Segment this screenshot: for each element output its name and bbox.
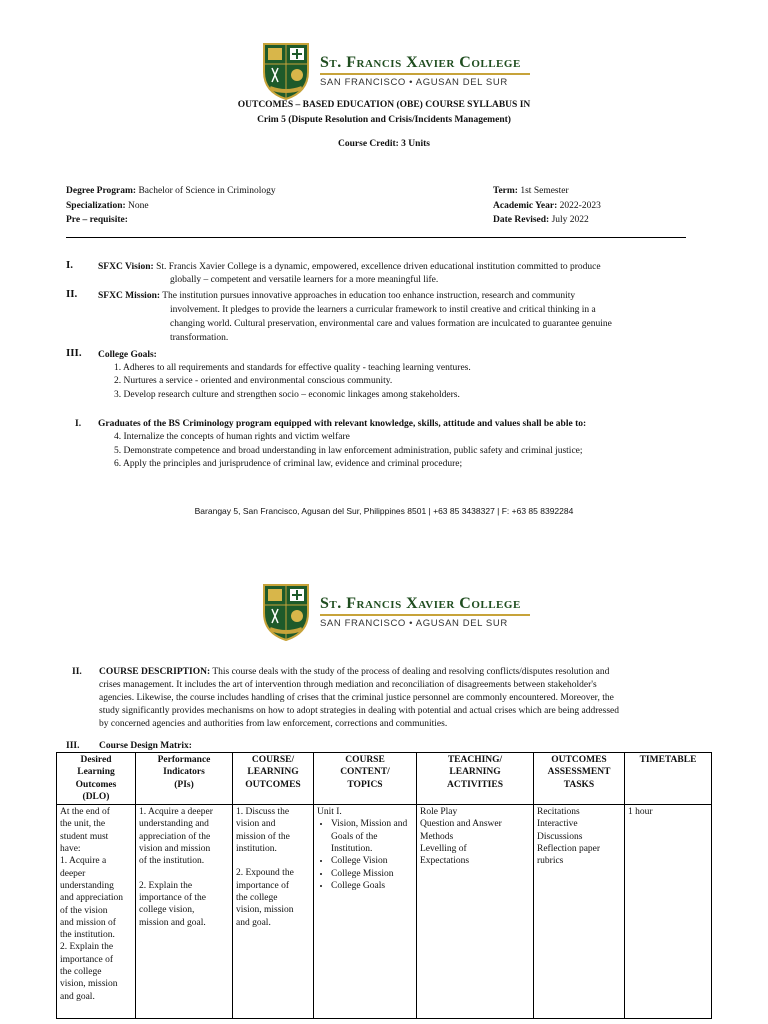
spec-value: None: [125, 201, 149, 211]
cell-line: and goal.: [60, 991, 95, 1002]
header-text: ASSESSMENT: [547, 767, 611, 778]
cell-timetable: [625, 805, 712, 1019]
header-text: Performance: [157, 755, 211, 765]
cell-line: of the institution.: [139, 856, 205, 867]
header-text: ACTIVITIES: [447, 779, 503, 790]
college-header-page2: [262, 583, 530, 641]
term-value: 1st Semester: [517, 186, 569, 196]
description-line5: by concerned agencies and authorities from law enforcement, corrections and communities.: [99, 719, 448, 729]
college-name: St. Francis Xavier College: [320, 595, 521, 612]
cell-line: institution.: [236, 844, 277, 855]
college-header: [262, 42, 530, 100]
date-revised: [493, 214, 589, 227]
matrix-header-row: [57, 753, 712, 805]
info-divider: [66, 237, 686, 238]
goal-item-1: 1. Adheres to all requirements and standards for effective quality - teaching learning ventures.: [114, 363, 471, 373]
college-location: SAN FRANCISCO • AGUSAN DEL SUR: [320, 618, 508, 629]
degree-value: Bachelor of Science in Criminology: [136, 186, 276, 196]
header-text: LEARNING: [449, 767, 501, 778]
header-text: TASKS: [563, 779, 595, 790]
mission-text1: The institution pursues innovative approaches in education too enhance instruction, research and community: [160, 291, 576, 301]
outcome-item-6: 6. Apply the principles and jurisprudence of criminal law, evidence and criminal procedure;: [114, 459, 463, 469]
cell-line: the college: [60, 967, 102, 978]
outcome-item-4: 4. Internalize the concepts of human rights and victim welfare: [114, 432, 350, 442]
cell-line: Role Play: [420, 807, 458, 818]
mission-line1: [98, 290, 698, 303]
cell-line: deeper: [60, 868, 86, 879]
cell-spacer: [139, 868, 229, 880]
cell-line: mission of the: [236, 831, 290, 842]
cell-line: of the vision: [60, 905, 108, 916]
term-label: Term:: [493, 186, 518, 196]
cell-line: the institution.: [60, 930, 115, 941]
cell-spacer: [236, 855, 310, 867]
cell-line: Discussions: [537, 831, 583, 842]
footer-address: Barangay 5, San Francisco, Agusan del Sur, Philippines 8501 | +63 85 3438327 | F: +63 85 8392284: [194, 506, 574, 516]
matrix-number: III.: [66, 741, 80, 751]
vision-text1: St. Francis Xavier College is a dynamic, empowered, excellence driven educational institution committed to produce: [153, 262, 601, 272]
cell-line: 2. Expound the: [236, 868, 294, 879]
goals-number: III.: [66, 347, 82, 359]
course-design-matrix: [56, 752, 712, 1019]
header-text: OUTCOMES: [551, 755, 607, 765]
degree-program: [66, 185, 276, 198]
year-label: Academic Year:: [493, 201, 558, 211]
syllabus-title-line2: Crim 5 (Dispute Resolution and Crisis/Incidents Management): [257, 115, 511, 125]
cell-line: 1. Acquire a: [60, 856, 107, 867]
cell-pi: [136, 805, 233, 1019]
list-item: • College Vision: [331, 855, 413, 867]
cell-line: importance of: [236, 880, 290, 891]
header-text: COURSE/: [251, 755, 295, 765]
header-pi: [136, 753, 233, 805]
goal-item-3: 3. Develop research culture and strengthen socio – economic linkages among stakeholders.: [114, 390, 460, 400]
cell-line: mission and goal.: [139, 917, 206, 928]
description-line1: [99, 666, 609, 679]
header-text: TEACHING/: [447, 755, 503, 765]
header-clo: [233, 753, 314, 805]
cell-line: understanding and: [139, 819, 209, 830]
cell-line: the college: [236, 892, 278, 903]
college-location: SAN FRANCISCO • AGUSAN DEL SUR: [320, 77, 508, 88]
cell-line: Interactive: [537, 819, 578, 830]
cell-assessment: [534, 805, 625, 1019]
cell-line: 1. Acquire a deeper: [139, 807, 213, 818]
header-divider: [320, 73, 530, 75]
cell-line: At the end of: [60, 807, 110, 818]
vision-label: SFXC Vision:: [98, 262, 154, 272]
outcome-item-5: 5. Demonstrate competence and broad understanding in law enforcement administration, public safety and criminal justice;: [114, 446, 583, 456]
header-dlo: [57, 753, 136, 805]
header-text: LEARNING: [247, 767, 299, 778]
cell-dlo: [57, 805, 136, 1019]
vision-line2: globally – competent and versatile learners for a more meaningful life.: [170, 275, 439, 285]
cell-line: 2. Explain the: [139, 880, 193, 891]
cell-line: vision and mission: [139, 844, 211, 855]
header-text: (DLO): [82, 791, 110, 802]
unit-label: Unit I.: [317, 807, 342, 818]
cell-clo: [233, 805, 314, 1019]
mission-label: SFXC Mission:: [98, 291, 161, 301]
cell-line: vision, mission: [236, 905, 294, 916]
cell-line: appreciation of the: [139, 831, 211, 842]
specialization: [66, 200, 149, 213]
list-item: • College Mission: [331, 868, 413, 880]
cell-line: 2. Explain the: [60, 942, 114, 953]
cell-line: Reflection paper: [537, 844, 601, 855]
table-row: [57, 805, 712, 1019]
header-text: COURSE: [345, 755, 385, 765]
header-text: TOPICS: [347, 779, 383, 790]
cell-line: college vision,: [139, 905, 195, 916]
college-crest-icon: [262, 583, 310, 641]
header-text: Learning: [77, 767, 115, 778]
cell-line: and appreciation: [60, 893, 124, 904]
header-timetable: [625, 753, 712, 805]
cell-line: importance of the: [139, 892, 207, 903]
mission-line3: changing world. Cultural preservation, environmental care and values formation are inculcated to guarantee genuine: [170, 319, 612, 329]
cell-content: [314, 805, 417, 1019]
degree-label: Degree Program:: [66, 186, 137, 196]
header-assessment: [534, 753, 625, 805]
mission-line4: transformation.: [170, 333, 229, 343]
description-number: II.: [72, 667, 82, 677]
cell-line: rubrics: [537, 856, 564, 867]
academic-year: [493, 200, 601, 213]
revised-value: July 2022: [549, 215, 589, 225]
description-label: COURSE DESCRIPTION:: [99, 667, 211, 677]
description-line2: crises management. It includes the art of intervention through mediation and reconciliation of disagreements between stakeholder's: [99, 680, 597, 690]
header-divider: [320, 614, 530, 616]
syllabus-title-line1: OUTCOMES – BASED EDUCATION (OBE) COURSE SYLLABUS IN: [237, 100, 531, 110]
description-text1: This course deals with the study of the process of dealing and resolving conflicts/disputes resolution and: [210, 667, 610, 677]
goals-label: College Goals:: [98, 350, 157, 360]
topic-list: [317, 818, 413, 892]
description-line3: agencies. Likewise, the course includes handling of crises that the criminal justice personnel are commonly encountered. Moreover, the: [99, 693, 614, 703]
term: [493, 185, 569, 198]
cell-line: 1. Discuss the: [236, 807, 290, 818]
revised-label: Date Revised:: [493, 215, 550, 225]
cell-line: Methods: [420, 831, 454, 842]
goal-item-2: 2. Nurtures a service - oriented and environmental conscious community.: [114, 376, 393, 386]
year-value: 2022-2023: [557, 201, 601, 211]
header-tla: [417, 753, 534, 805]
list-item: • Vision, Mission and Goals of the Institution.: [331, 818, 413, 855]
header-text: Outcomes: [75, 779, 117, 790]
graduates-number: I.: [75, 419, 82, 429]
cell-line: have:: [60, 844, 81, 855]
cell-line: and mission of: [60, 917, 116, 928]
cell-line: vision and: [236, 819, 276, 830]
mission-number: II.: [66, 288, 78, 300]
header-text: TIMETABLE: [639, 755, 697, 765]
cell-line: 1 hour: [628, 807, 653, 818]
course-credit: Course Credit: 3 Units: [338, 139, 430, 149]
cell-line: student must: [60, 831, 109, 842]
cell-line: Levelling of: [420, 844, 467, 855]
cell-line: vision, mission: [60, 979, 118, 990]
description-line4: study significantly provides mechanisms on how to adopt strategies in dealing with potential and actual crises which are being addressed: [99, 706, 619, 716]
graduates-label: Graduates of the BS Criminology program equipped with relevant knowledge, skills, attitude and values shall be able to:: [98, 419, 587, 429]
cell-line: and goal.: [236, 917, 271, 928]
cell-line: Recitations: [537, 807, 580, 818]
matrix-label: Course Design Matrix:: [99, 741, 192, 751]
mission-line2: involvement. It pledges to provide the learners a curricular framework to instil creative and critical thinking in a: [170, 305, 596, 315]
cell-line: Question and Answer: [420, 819, 502, 830]
header-text: OUTCOMES: [245, 779, 301, 790]
header-text: CONTENT/: [340, 767, 390, 778]
list-item: • College Goals: [331, 880, 413, 892]
cell-tla: [417, 805, 534, 1019]
header-text: (PIs): [174, 779, 194, 790]
cell-line: Expectations: [420, 856, 470, 867]
header-text: Desired: [80, 755, 112, 765]
vision-line1: [98, 261, 698, 274]
spec-label: Specialization:: [66, 201, 126, 211]
cell-line: importance of: [60, 954, 114, 965]
vision-number: I.: [66, 259, 74, 271]
college-crest-icon: [262, 42, 310, 100]
header-text: Indicators: [163, 767, 205, 778]
cell-line: the unit, the: [60, 819, 106, 830]
college-name: St. Francis Xavier College: [320, 54, 521, 71]
cell-line: understanding: [60, 880, 114, 891]
header-content: [314, 753, 417, 805]
prerequisite-label: Pre – requisite:: [66, 215, 128, 225]
